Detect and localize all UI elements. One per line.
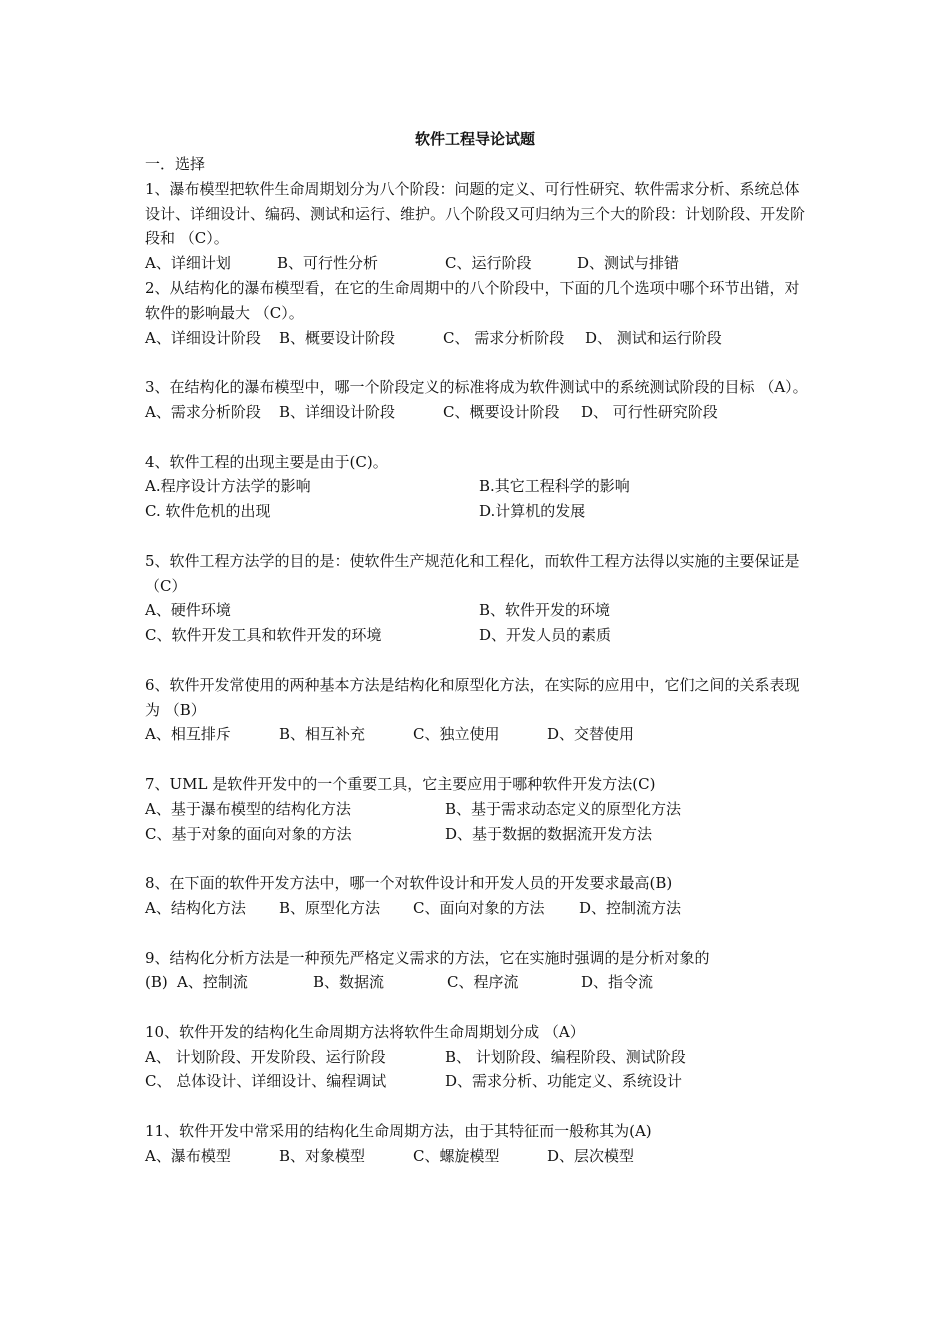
question-10-options-row1 bbox=[145, 1045, 813, 1070]
option-c: C、面向对象的方法 bbox=[413, 898, 545, 917]
option-c: C、基于对象的面向对象的方法 bbox=[145, 824, 352, 843]
option-d: D.计算机的发展 bbox=[479, 502, 586, 521]
option-d: D、控制流方法 bbox=[579, 898, 682, 917]
option-b: B、软件开发的环境 bbox=[479, 601, 611, 620]
option-d: D、层次模型 bbox=[547, 1146, 635, 1165]
question-8-options bbox=[145, 896, 813, 921]
option-c: C、程序流 bbox=[447, 973, 519, 992]
question-4-text: 4、软件工程的出现主要是由于(C)。 bbox=[145, 452, 388, 471]
question-8-text: 8、在下面的软件开发方法中，哪一个对软件设计和开发人员的开发要求最高(B) bbox=[145, 874, 673, 893]
option-b: B、原型化方法 bbox=[279, 898, 381, 917]
answer-mark: (B) bbox=[145, 973, 168, 992]
option-b: B.其它工程科学的影响 bbox=[479, 477, 630, 496]
option-c: C、软件开发工具和软件开发的环境 bbox=[145, 626, 382, 645]
option-c: C. 软件危机的出现 bbox=[145, 502, 271, 521]
question-4-options-row2 bbox=[145, 499, 813, 524]
question-10-options-row2 bbox=[145, 1069, 813, 1094]
option-b: B、可行性分析 bbox=[277, 254, 379, 273]
question-5-options-row2 bbox=[145, 623, 813, 648]
option-a: A、控制流 bbox=[177, 973, 248, 992]
option-b: B、对象模型 bbox=[279, 1146, 366, 1165]
option-a: A.程序设计方法学的影响 bbox=[145, 477, 311, 496]
option-c: C、独立使用 bbox=[413, 725, 500, 744]
question-11-text: 11、软件开发中常采用的结构化生命周期方法，由于其特征而一般称其为(A) bbox=[145, 1122, 652, 1141]
question-list bbox=[145, 152, 813, 1169]
option-a: A、需求分析阶段 bbox=[145, 402, 261, 421]
option-a: A、详细计划 bbox=[145, 254, 231, 273]
option-a: A、相互排斥 bbox=[145, 725, 231, 744]
section-heading: 一．选择 bbox=[145, 155, 206, 173]
option-b: B、基于需求动态定义的原型化方法 bbox=[445, 799, 682, 818]
question-6-text: 6、软件开发常使用的两种基本方法是结构化和原型化方法，在实际的应用中，它们之间的关系表现为 （B） bbox=[145, 675, 800, 719]
question-1-options bbox=[145, 251, 813, 276]
option-a: A、 计划阶段、开发阶段、运行阶段 bbox=[145, 1047, 386, 1066]
option-c: C、螺旋模型 bbox=[413, 1146, 500, 1165]
question-9-text: 9、结构化分析方法是一种预先严格定义需求的方法，它在实施时强调的是分析对象的 bbox=[145, 948, 710, 967]
option-a: A、硬件环境 bbox=[145, 601, 231, 620]
question-3-options bbox=[145, 400, 813, 425]
option-d: D、测试与排错 bbox=[577, 254, 680, 273]
option-d: D、 可行性研究阶段 bbox=[581, 402, 718, 421]
option-b: B、 计划阶段、编程阶段、测试阶段 bbox=[445, 1047, 686, 1066]
option-a: A、瀑布模型 bbox=[145, 1146, 231, 1165]
option-d: D、基于数据的数据流开发方法 bbox=[445, 824, 653, 843]
option-b: B、详细设计阶段 bbox=[279, 402, 396, 421]
question-6-options bbox=[145, 722, 813, 747]
question-7-options-row2 bbox=[145, 822, 813, 847]
option-a: A、结构化方法 bbox=[145, 898, 246, 917]
option-d: D、需求分析、功能定义、系统设计 bbox=[445, 1072, 683, 1091]
question-11-options bbox=[145, 1144, 813, 1169]
question-10-text: 10、软件开发的结构化生命周期方法将软件生命周期划分成 （A） bbox=[145, 1022, 585, 1041]
option-b: B、相互补充 bbox=[279, 725, 366, 744]
option-a: A、详细设计阶段 bbox=[145, 328, 261, 347]
option-c: C、概要设计阶段 bbox=[443, 402, 560, 421]
document-title: 软件工程导论试题 bbox=[414, 130, 535, 148]
option-d: D、 测试和运行阶段 bbox=[585, 328, 722, 347]
question-5-options-row1 bbox=[145, 598, 813, 623]
option-d: D、交替使用 bbox=[547, 725, 635, 744]
option-b: B、数据流 bbox=[313, 973, 385, 992]
question-7-options-row1 bbox=[145, 797, 813, 822]
question-1-text: 1、瀑布模型把软件生命周期划分为八个阶段：问题的定义、可行性研究、软件需求分析、系统总体设计、详细设计、编码、测试和运行、维护。八个阶段又可归纳为三个大的阶段：计划阶段、开发阶段和 （C）。 bbox=[145, 179, 806, 248]
option-a: A、基于瀑布模型的结构化方法 bbox=[145, 799, 351, 818]
option-d: D、指令流 bbox=[581, 973, 654, 992]
option-c: C、 总体设计、详细设计、编程调试 bbox=[145, 1072, 387, 1091]
question-5-text: 5、软件工程方法学的目的是：使软件生产规范化和工程化，而软件工程方法得以实施的主要保证是 （C） bbox=[145, 551, 800, 595]
option-b: B、概要设计阶段 bbox=[279, 328, 396, 347]
question-9-options bbox=[145, 970, 813, 995]
option-c: C、 需求分析阶段 bbox=[443, 328, 565, 347]
question-4-options-row1 bbox=[145, 474, 813, 499]
question-3-text: 3、在结构化的瀑布模型中，哪一个阶段定义的标准将成为软件测试中的系统测试阶段的目标 （A）。 bbox=[145, 378, 808, 397]
option-c: C、运行阶段 bbox=[445, 254, 532, 273]
option-d: D、开发人员的素质 bbox=[479, 626, 612, 645]
question-7-text: 7、UML 是软件开发中的一个重要工具，它主要应用于哪种软件开发方法(C) bbox=[145, 774, 656, 793]
question-2-options bbox=[145, 326, 813, 351]
question-2-text: 2、从结构化的瀑布模型看，在它的生命周期中的八个阶段中，下面的几个选项中哪个环节出错，对软件的影响最大 （C）。 bbox=[145, 278, 800, 322]
